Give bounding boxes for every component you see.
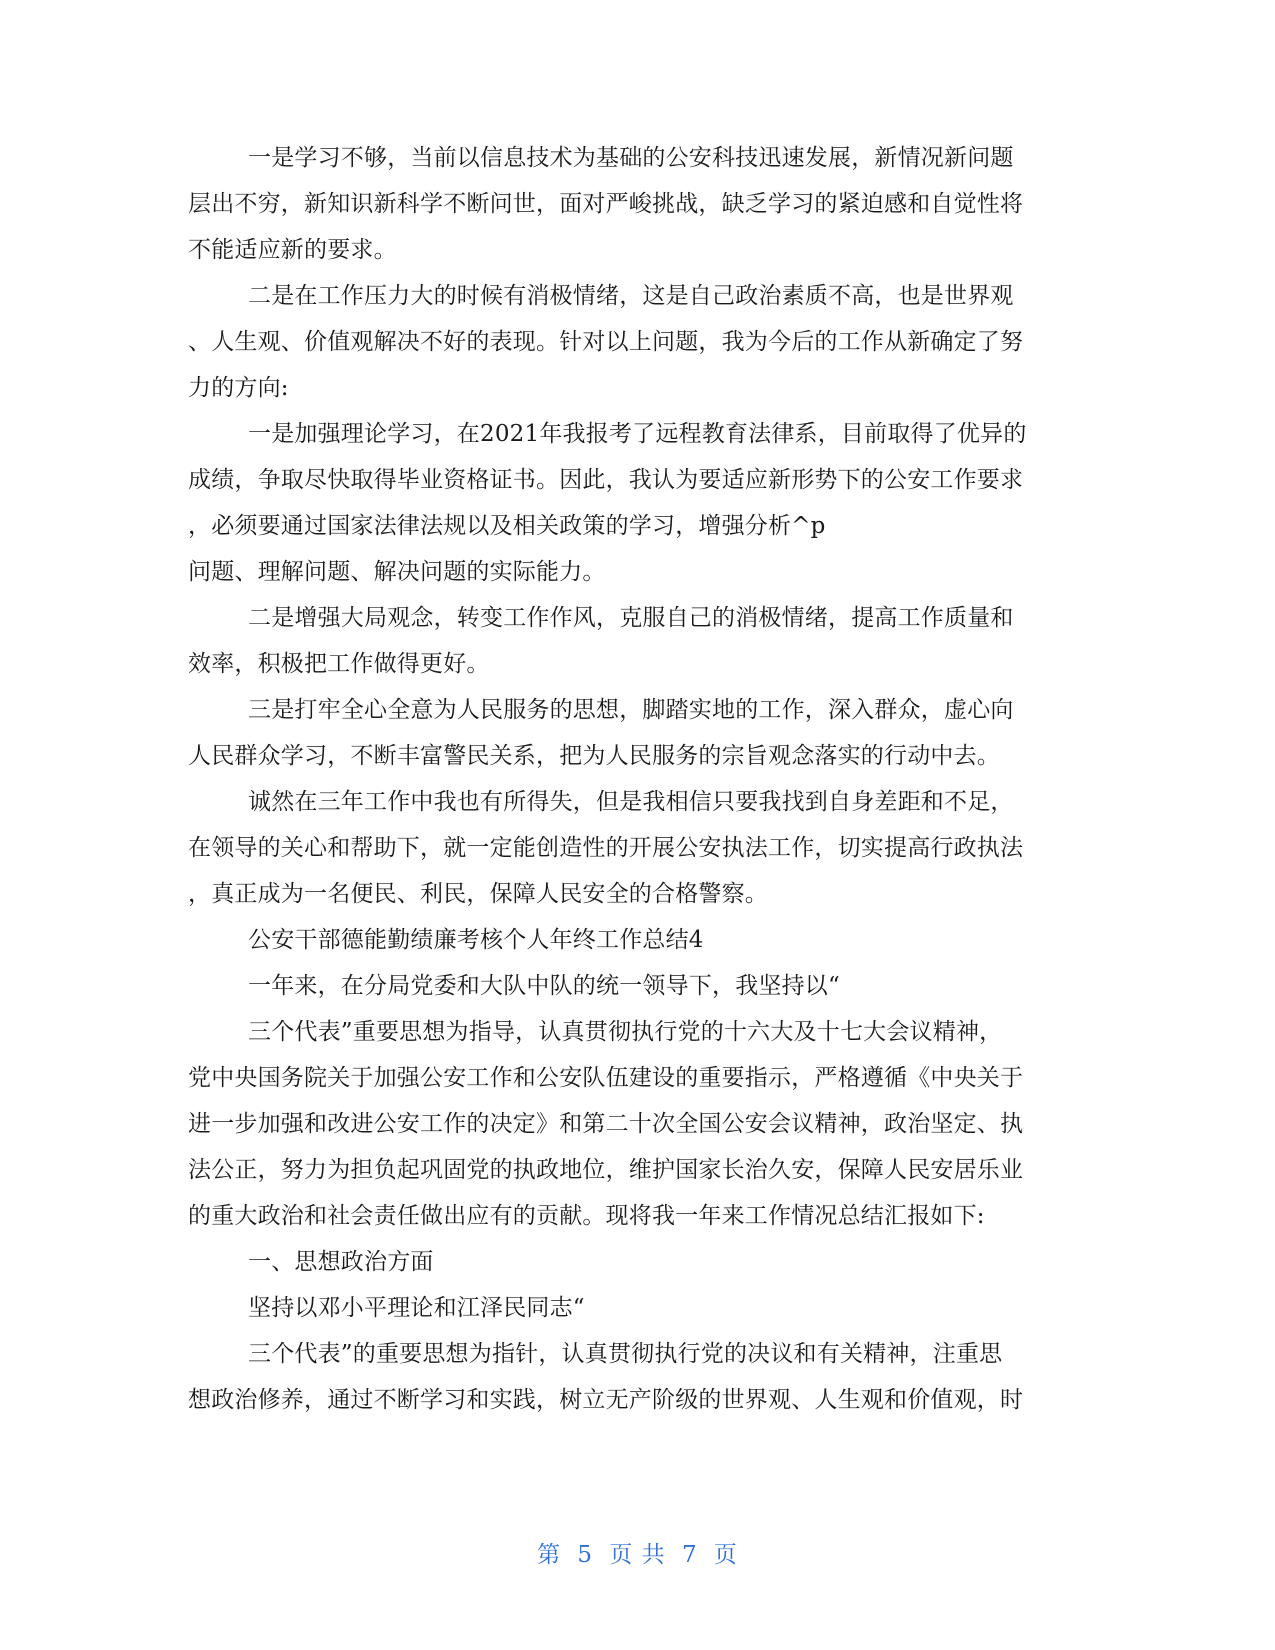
text-line: 三个代表”重要思想为指导，认真贯彻执行党的十六大及十七大会议精神，: [248, 1019, 1003, 1045]
text-line: 、人生观、价值观解决不好的表现。针对以上问题，我为今后的工作从新确定了努: [188, 329, 1024, 355]
text-line: 的重大政治和社会责任做出应有的贡献。现将我一年来工作情况总结汇报如下:: [188, 1203, 985, 1229]
text-line: 二是增强大局观念，转变工作作风，克服自己的消极情绪，提高工作质量和: [248, 605, 1014, 631]
footer-page-number: 5: [577, 1542, 594, 1568]
text-line: 力的方向:: [188, 375, 289, 401]
footer-prefix: 第: [537, 1542, 562, 1568]
footer-middle: 页 共: [609, 1542, 666, 1568]
text-line: 二是在工作压力大的时候有消极情绪，这是自己政治素质不高，也是世界观: [248, 283, 1014, 309]
text-line: 人民群众学习，不断丰富警民关系，把为人民服务的宗旨观念落实的行动中去。: [188, 743, 1000, 769]
text-line: 一是学习不够，当前以信息技术为基础的公安科技迅速发展，新情况新问题: [248, 145, 1014, 171]
footer-suffix: 页: [713, 1542, 738, 1568]
text-line: 法公正，努力为担负起巩固党的执政地位，维护国家长治久安，保障人民安居乐业: [188, 1157, 1024, 1183]
section-heading: 一、思想政治方面: [248, 1249, 434, 1275]
text-line: 在领导的关心和帮助下，就一定能创造性的开展公安执法工作，切实提高行政执法: [188, 835, 1024, 861]
page-footer: [0, 1536, 1275, 1569]
section-heading: 公安干部德能勤绩廉考核个人年终工作总结4: [248, 927, 704, 953]
text-line: 坚持以邓小平理论和江泽民同志“: [248, 1295, 585, 1321]
text-line: 一是加强理论学习，在2021年我报考了远程教育法律系，目前取得了优异的: [248, 421, 1027, 447]
text-line: ，必须要通过国家法律法规以及相关政策的学习，增强分析^p: [188, 513, 826, 539]
text-line: 进一步加强和改进公安工作的决定》和第二十次全国公安会议精神，政治坚定、执: [188, 1111, 1024, 1137]
text-line: 成绩，争取尽快取得毕业资格证书。因此，我认为要适应新形势下的公安工作要求: [188, 467, 1024, 493]
footer-total-pages: 7: [681, 1542, 698, 1568]
text-line: 层出不穷，新知识新科学不断问世，面对严峻挑战，缺乏学习的紧迫感和自觉性将: [188, 191, 1024, 217]
text-line: 三是打牢全心全意为人民服务的思想，脚踏实地的工作，深入群众，虚心向: [248, 697, 1014, 723]
text-line: 问题、理解问题、解决问题的实际能力。: [188, 559, 606, 585]
text-line: 党中央国务院关于加强公安工作和公安队伍建设的重要指示，严格遵循《中央关于: [188, 1065, 1024, 1091]
text-line: 三个代表”的重要思想为指针，认真贯彻执行党的决议和有关精神，注重思: [248, 1341, 1003, 1367]
text-line: ，真正成为一名便民、利民，保障人民安全的合格警察。: [188, 881, 768, 907]
text-line: 诚然在三年工作中我也有所得失，但是我相信只要我找到自身差距和不足，: [248, 789, 1014, 815]
text-line: 想政治修养，通过不断学习和实践，树立无产阶级的世界观、人生观和价值观，时: [188, 1387, 1024, 1413]
text-line: 一年来，在分局党委和大队中队的统一领导下，我坚持以“: [248, 973, 840, 999]
text-line: 不能适应新的要求。: [188, 237, 397, 263]
text-line: 效率，积极把工作做得更好。: [188, 651, 490, 677]
